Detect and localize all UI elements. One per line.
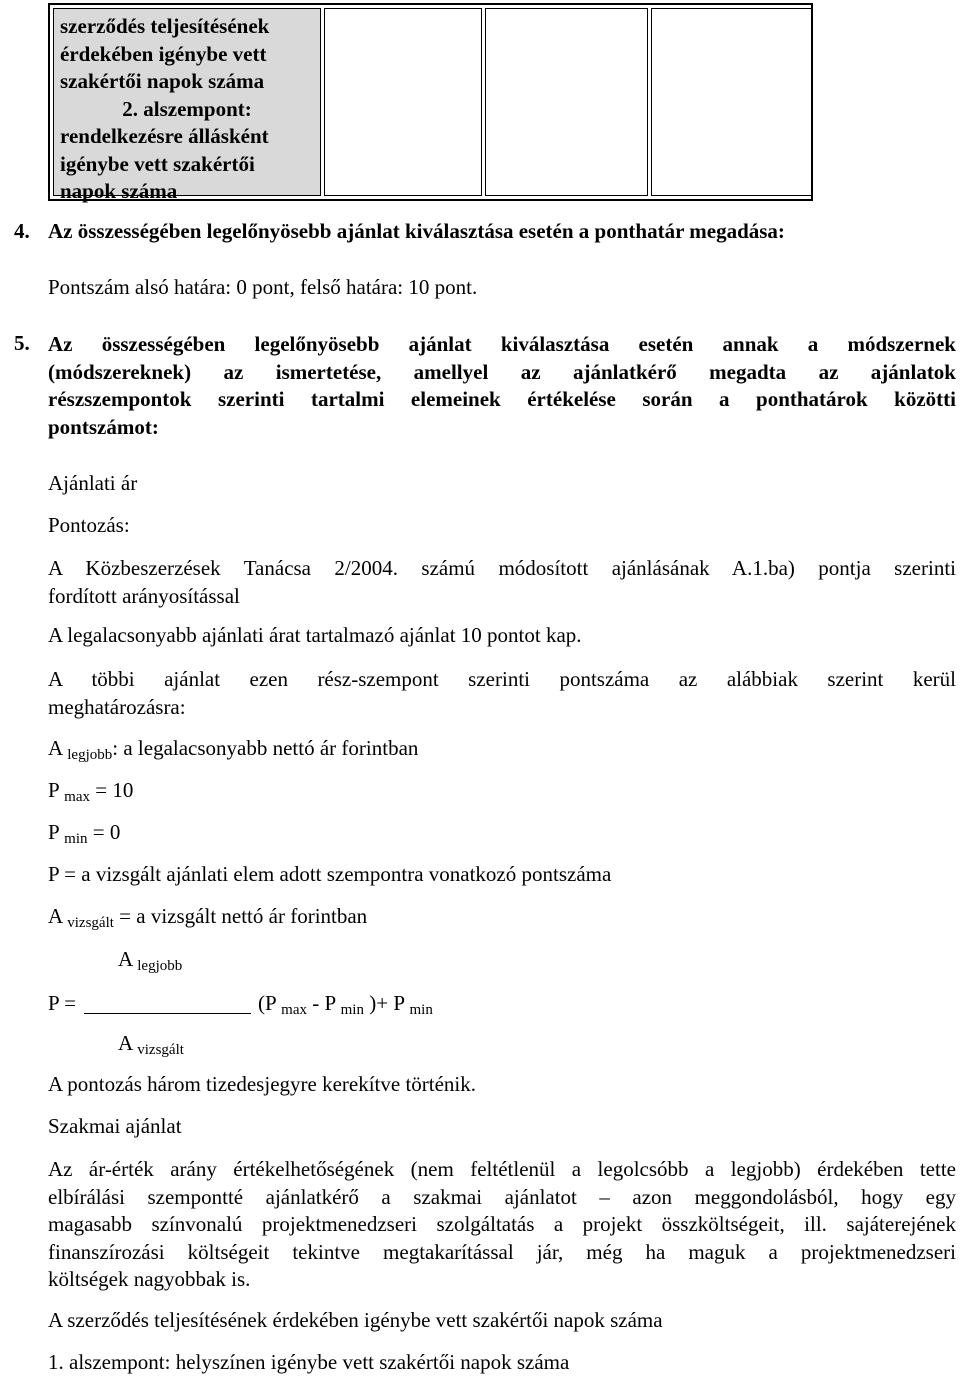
- pontozas-label: Pontozás:: [48, 513, 130, 537]
- criteria-label-cell: [53, 8, 321, 203]
- formula-lhs: P =: [48, 991, 76, 1015]
- definition-text: = a vizsgált nettó ár forintban: [113, 904, 368, 928]
- subscript: min: [340, 1002, 364, 1018]
- paragraph-line: A többi ajánlat ezen rész-szempont szerinti pontszáma az alábbiak szerint kerül: [48, 667, 956, 691]
- def-a-vizsgalt: [48, 904, 367, 929]
- symbol: A: [48, 736, 63, 760]
- section-5-number: 5.: [14, 331, 30, 355]
- symbol: P: [48, 820, 59, 844]
- def-a-legjobb: [48, 736, 418, 761]
- ajanlati-ar-label: Ajánlati ár: [48, 471, 138, 495]
- heading-line: részszempontok szerinti tartalmi elemeinek értékelése során a ponthatárok közötti: [48, 387, 956, 411]
- paragraph-line: A Közbeszerzések Tanácsa 2/2004. számú módosított ajánlásának A.1.ba) pontja szerinti: [48, 556, 956, 580]
- formula-text: - P: [312, 991, 336, 1015]
- definition-text: = 0: [87, 820, 121, 844]
- subscript: legjobb: [137, 958, 183, 974]
- formula-text: (P: [258, 991, 276, 1015]
- section-4-number: 4.: [14, 219, 30, 243]
- formula-denominator: [118, 1031, 184, 1056]
- paragraph-line: költségek nagyobbak is.: [48, 1267, 251, 1291]
- criteria-table: [48, 3, 813, 201]
- tobbi-paragraph: [48, 666, 956, 721]
- fraction-line: [84, 1013, 251, 1014]
- heading-line: pontszámot:: [48, 414, 159, 439]
- section-5-heading: [48, 331, 956, 441]
- section-4-body: Pontszám alsó határa: 0 pont, felső határa: 10 pont.: [48, 275, 478, 299]
- paragraph-line: magasabb színvonalú projektmenedzseri szolgáltatás a projekt összköltségeit, ill. sajáterejének: [48, 1212, 956, 1236]
- symbol: A: [48, 904, 63, 928]
- symbol: P: [48, 778, 59, 802]
- kozbeszerzes-paragraph: [48, 555, 956, 610]
- subscript: max: [281, 1002, 307, 1018]
- legalacsonyabb-text: A legalacsonyabb ajánlati árat tartalmazó ajánlat 10 pontot kap.: [48, 623, 582, 647]
- def-p: P = a vizsgált ajánlati elem adott szempontra vonatkozó pontszáma: [48, 862, 612, 886]
- subscript: min: [409, 1002, 433, 1018]
- empty-cell: [651, 8, 812, 196]
- def-p-max: [48, 778, 133, 803]
- cell-line: igénybe vett szakértői: [60, 151, 255, 176]
- subscript: vizsgált: [137, 1042, 184, 1058]
- def-p-min: [48, 820, 120, 845]
- cell-line: napok száma: [60, 179, 178, 203]
- symbol: A: [118, 947, 133, 971]
- heading-line: Az összességében legelőnyösebb ajánlat kiválasztása esetén annak a módszernek: [48, 332, 956, 356]
- subscript: max: [64, 789, 90, 805]
- alszempont-1-text: 1. alszempont: helyszínen igénybe vett szakértői napok száma: [48, 1350, 570, 1374]
- paragraph-line: meghatározásra:: [48, 694, 186, 719]
- szakmai-ajanlat-label: Szakmai ajánlat: [48, 1114, 182, 1138]
- definition-text: : a legalacsonyabb nettó ár forintban: [112, 736, 419, 760]
- subscript: legjobb: [67, 747, 113, 763]
- ar-ertek-paragraph: [48, 1156, 956, 1294]
- paragraph-line: Az ár-érték arány értékelhetőségének (nem feltétlenül a legolcsóbb a legjobb) érdekében tette: [48, 1157, 956, 1181]
- definition-text: = 10: [89, 778, 134, 802]
- cell-line: 2. alszempont:: [122, 96, 252, 121]
- cell-line: szakértői napok száma: [60, 69, 265, 93]
- subscript: min: [64, 831, 88, 847]
- szerzodes-text: A szerződés teljesítésének érdekében igénybe vett szakértői napok száma: [48, 1308, 663, 1332]
- paragraph-line: elbírálási szempontté ajánlatkérő a szakmai ajánlatot – azon meggondolásból, hogy egy: [48, 1184, 956, 1209]
- kerekites-text: A pontozás három tizedesjegyre kerekítve történik.: [48, 1072, 477, 1096]
- cell-line: szerződés teljesítésének: [60, 14, 270, 38]
- section-4-heading: Az összességében legelőnyösebb ajánlat kiválasztása esetén a ponthatár megadása:: [48, 219, 785, 243]
- formula-numerator: [118, 947, 182, 972]
- symbol: A: [118, 1031, 133, 1055]
- paragraph-line: fordított arányosítással: [48, 583, 240, 608]
- cell-line: érdekében igénybe vett: [60, 41, 267, 66]
- heading-line: (módszereknek) az ismertetése, amellyel az ajánlatkérő megadta az ajánlatok: [48, 359, 956, 384]
- formula-rhs: [258, 991, 433, 1016]
- empty-cell: [324, 8, 482, 196]
- formula-text: )+ P: [369, 991, 405, 1015]
- subscript: vizsgált: [67, 915, 114, 931]
- cell-line: rendelkezésre állásként: [60, 124, 269, 148]
- paragraph-line: finanszírozási költségeit tekintve megtakarítással jár, még ha maguk a projektmenedzseri: [48, 1239, 956, 1264]
- empty-cell: [485, 8, 648, 196]
